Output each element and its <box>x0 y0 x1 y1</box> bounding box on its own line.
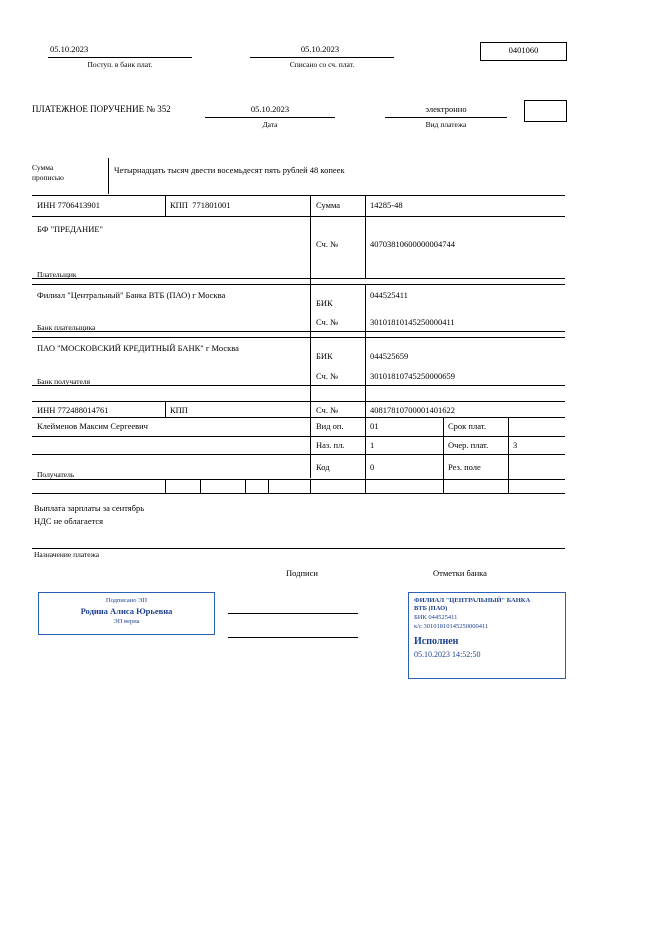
payer-role-label: Плательщик <box>37 270 77 279</box>
payee-bank-bik-value: 044525659 <box>370 351 409 361</box>
tbl-line-6 <box>32 337 565 338</box>
v-bottom-8 <box>508 479 509 493</box>
postup-underline <box>48 57 192 58</box>
payment-kind-underline <box>385 117 507 118</box>
amount-words-divider <box>108 158 109 194</box>
payer-bank-account-value: 30101810145250000411 <box>370 317 455 327</box>
payee-role-label: Получатель <box>37 470 75 479</box>
payee-name: Клейменов Максим Сергеевич <box>37 421 148 431</box>
payee-account-value: 40817810700001401622 <box>370 405 455 415</box>
rez-pole-label: Рез. поле <box>448 462 481 472</box>
form-code-box: 0401060 <box>480 42 567 61</box>
v-bottom-7 <box>443 479 444 493</box>
payment-kind-value: электронно <box>425 104 467 114</box>
payee-inn-value: 772488014761 <box>57 405 109 415</box>
bank-stamp-datetime: 05.10.2023 14:52:50 <box>414 650 481 659</box>
bank-execution-stamp <box>408 592 566 679</box>
v-account-label-2 <box>365 284 366 337</box>
document-title: ПЛАТЕЖНОЕ ПОРУЧЕНИЕ № 352 <box>32 104 171 114</box>
doc-date-label: Дата <box>262 120 278 129</box>
payment-kind-code-box <box>524 100 567 122</box>
payer-inn-label: ИНН <box>37 200 56 210</box>
payer-bank-account-label: Сч. № <box>316 317 339 327</box>
payee-bank-account-value: 30101810745250000659 <box>370 371 455 381</box>
tbl-line-8 <box>32 401 565 402</box>
bank-stamp-status: Исполнен <box>414 636 459 647</box>
payer-kpp-label: КПП <box>170 200 188 210</box>
v-bottom-4 <box>268 479 269 493</box>
v-payee-inn-kpp <box>165 401 166 417</box>
payer-account-value: 40703810600000004744 <box>370 239 455 249</box>
purpose-line-1: Выплата зарплаты за сентябрь <box>34 503 145 513</box>
payee-bank-bik-label: БИК <box>316 351 333 361</box>
payer-inn-value: 7706413901 <box>57 200 101 210</box>
v-bottom-2 <box>200 479 201 493</box>
spisano-date: 05.10.2023 <box>300 44 340 54</box>
tbl-line-12 <box>32 479 565 480</box>
tbl-line-13 <box>32 493 565 494</box>
payee-bank-account-label: Сч. № <box>316 371 339 381</box>
v-bottom-5 <box>310 479 311 493</box>
spisano-underline <box>250 57 394 58</box>
vid-op-label: Вид оп. <box>316 421 344 431</box>
tbl-line-4 <box>32 284 565 285</box>
stamp-signature-valid: ЭП верна <box>113 618 140 625</box>
payer-account-label: Сч. № <box>316 239 339 249</box>
tbl-line-5 <box>32 331 565 332</box>
naz-pl-label: Наз. пл. <box>316 440 345 450</box>
kod-value: 0 <box>370 462 375 472</box>
v-account-label-1 <box>365 216 366 278</box>
v-fields-label <box>365 385 366 479</box>
payer-name: БФ "ПРЕДАНИЕ" <box>37 224 103 234</box>
purpose-line-2: НДС не облагается <box>34 516 104 526</box>
payment-kind-label: Вид платежа <box>425 120 467 129</box>
signature-line-2 <box>228 637 358 638</box>
payee-bank-role-label: Банк получателя <box>37 377 91 386</box>
tbl-line-9 <box>32 417 565 418</box>
payee-inn-label: ИНН <box>37 405 56 415</box>
stamp-signer-name: Родина Алиса Юрьевна <box>80 606 173 616</box>
purpose-label: Назначение платежа <box>34 550 100 559</box>
doc-date-value: 05.10.2023 <box>250 104 290 114</box>
payee-bank-name: ПАО "МОСКОВСКИЙ КРЕДИТНЫЙ БАНК" г Москва <box>37 343 239 353</box>
doc-date-underline <box>205 117 335 118</box>
amount-words-label-2: прописью <box>32 173 64 182</box>
tbl-line-3 <box>32 278 565 279</box>
tbl-line-1 <box>32 195 565 196</box>
postup-label: Поступ. в банк плат. <box>87 60 153 69</box>
v-fields-right <box>508 417 509 479</box>
v-inn-kpp <box>165 195 166 216</box>
payer-bank-bik-value: 044525411 <box>370 290 408 300</box>
tbl-line-11 <box>32 454 565 455</box>
payee-kpp-label: КПП <box>170 405 188 415</box>
sum-label: Сумма <box>316 200 341 210</box>
v-bottom-3 <box>245 479 246 493</box>
spisano-label: Списано со сч. плат. <box>289 60 355 69</box>
amount-words-value: Четырнадцать тысяч двести восемьдесят пять рублей 48 копеек <box>114 165 345 175</box>
payer-bank-role-label: Банк плательщика <box>37 323 96 332</box>
payee-account-label: Сч. № <box>316 405 339 415</box>
bank-stamp-line-2: ВТБ (ПАО) <box>414 605 448 612</box>
electronic-signature-stamp <box>38 592 215 635</box>
tbl-line-2 <box>32 216 565 217</box>
naz-pl-value: 1 <box>370 440 375 450</box>
postup-date: 05.10.2023 <box>50 44 89 54</box>
v-bottom-6 <box>365 479 366 493</box>
payer-bank-name: Филиал "Центральный" Банка ВТБ (ПАО) г Москва <box>37 290 226 300</box>
purpose-underline <box>32 548 565 549</box>
v-fields-mid <box>443 417 444 479</box>
bank-stamp-bik: БИК 044525411 <box>414 614 458 621</box>
payer-bank-bik-label: БИК <box>316 298 333 308</box>
ocher-plat-label: Очер. плат. <box>448 440 489 450</box>
vid-op-value: 01 <box>370 421 379 431</box>
srok-plat-label: Срок плат. <box>448 421 486 431</box>
v-main-right-column <box>310 195 311 478</box>
v-account-label-3 <box>365 337 366 385</box>
bank-stamp-corr-account: к/с 30101810145250000411 <box>414 623 489 630</box>
payer-kpp-value: 771801001 <box>192 200 231 210</box>
stamp-signed-label: Подписано ЭП <box>105 597 148 604</box>
bank-stamp-line-1: ФИЛИАЛ "ЦЕНТРАЛЬНЫЙ" БАНКА <box>414 597 531 604</box>
bank-marks-label: Отметки банка <box>433 568 487 578</box>
kod-label: Код <box>316 462 330 472</box>
signatures-label: Подписи <box>286 568 318 578</box>
v-sum-label <box>365 195 366 216</box>
v-bottom-1 <box>165 479 166 493</box>
signature-line-1 <box>228 613 358 614</box>
tbl-line-7 <box>32 385 565 386</box>
sum-value: 14285-48 <box>370 200 403 210</box>
tbl-line-10 <box>32 436 565 437</box>
ocher-plat-value: 3 <box>513 440 518 450</box>
amount-words-label-1: Сумма <box>32 163 54 172</box>
